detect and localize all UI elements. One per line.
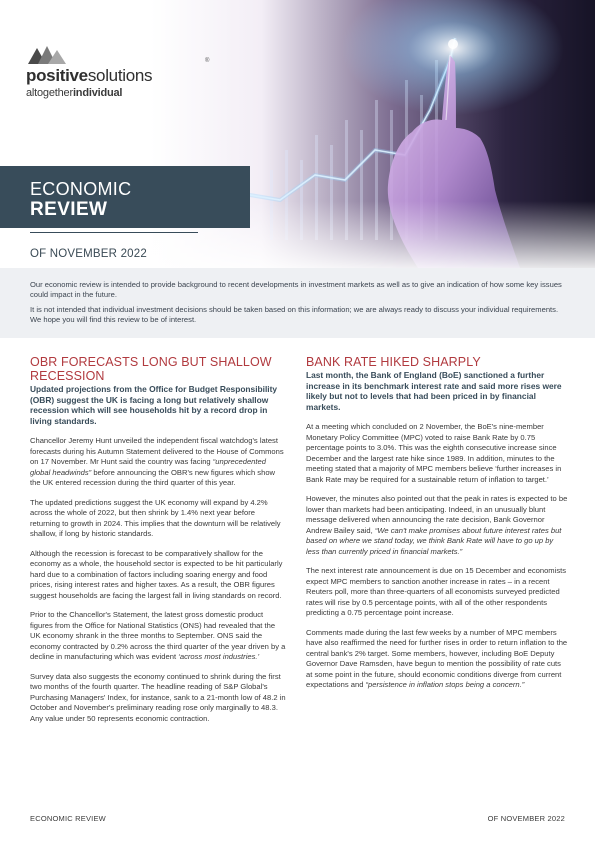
footer-date: OF NOVEMBER 2022 xyxy=(487,814,565,823)
intro-paragraph-2: It is not intended that individual investment decisions should be taken based on this information; we are always ready to discuss your individual requirements. We hope you will find this review to be of interest. xyxy=(30,304,559,325)
article-heading: BANK RATE HIKED SHARPLY xyxy=(306,355,481,369)
footer-title: ECONOMIC REVIEW xyxy=(30,814,106,823)
brand-logo xyxy=(26,42,226,102)
logo-triangles-icon xyxy=(26,42,72,66)
title-line-economic: ECONOMIC xyxy=(30,179,132,199)
article-paragraph: Chancellor Jeremy Hunt unveiled the independent fiscal watchdog's latest forecasts during his Autumn Statement delivered to the House of Commons on 17 November. Mr Hunt said the country was facing “unprecedented global headwinds” before announcing the OBR's new figures which show the UK entered recession during the third quarter of this year. xyxy=(30,436,284,488)
article-heading: OBR FORECASTS LONG BUT SHALLOW RECESSION xyxy=(30,355,272,383)
title-line-review: REVIEW xyxy=(30,199,108,220)
article-paragraph: The next interest rate announcement is due on 15 December and economists expect MPC members to sanction another increase in rates – in a recent Reuters poll, more than three-quarters of all economists surveyed predicted rates will rise by 0.5 percentage points, with all of the other respondents predicting a 0.75 percentage point increase. xyxy=(306,566,567,618)
title-banner xyxy=(0,166,250,228)
logo-wordmark: positivesolutions xyxy=(26,66,153,85)
article-paragraph: The updated predictions suggest the UK economy will expand by 4.2% across the whole of 2022, but then shrink by 1.4% next year before returning to growth in 2024. This implies that the downturn will be relatively shallow, if long by historic standards. xyxy=(30,497,281,539)
title-divider xyxy=(30,232,198,233)
page-header xyxy=(0,0,595,268)
article-lead: Updated projections from the Office for Budget Responsibility (OBR) suggest the UK is facing a long but relatively shallow recession which will see households hit by a record drop in living standards. xyxy=(30,384,278,426)
article-bank-rate xyxy=(306,355,568,700)
article-paragraph: However, the minutes also pointed out that the peak in rates is expected to be lower than markets had been anticipating. Indeed, in an unusually blunt message delivered when announcing the rate decision, Bank Governor Andrew Bailey said, “We can't make promises about future interest rates but based on where we stand today, we think Bank Rate will have to go up by less than currently priced in financial markets.” xyxy=(306,494,568,556)
logo-tagline: altogetherindividual xyxy=(26,87,123,99)
article-paragraph: Comments made during the last few weeks by a number of MPC members have also reaffirmed the need for further rises in order to return inflation to the central bank's 2% target. Some members, however, including BoE Deputy Governor Dave Ramsden, have begun to mention the possibility of rate cuts at some point in the future, should economic conditions diverge from current expectations and “persistence in inflation stops being a concern.” xyxy=(306,627,568,690)
intro-panel xyxy=(0,268,595,338)
article-paragraph: At a meeting which concluded on 2 November, the BoE's nine-member Monetary Policy Committee (MPC) voted to raise Bank Rate by 0.75 percentage points to 3.0%. This was the eighth consecutive increase since December and the largest rate hike since 1989. In addition, minutes to the meeting stated that a majority of MPC members believe ‘further increases in Bank Rate may be required for a sustainable return of inflation to target.’ xyxy=(306,422,562,484)
intro-paragraph-1: Our economic review is intended to provide background to recent developments in investment markets as well as to give an indication of how some key issues could impact in the future. xyxy=(30,280,562,300)
article-obr-forecasts xyxy=(30,355,286,733)
registered-mark: ® xyxy=(205,58,210,64)
article-lead: Last month, the Bank of England (BoE) sanctioned a further increase in its benchmark interest rate and said more rises were likely but not to levels that had been priced in by financial markets. xyxy=(306,370,562,412)
article-paragraph: Although the recession is forecast to be comparatively shallow for the economy as a whole, the household sector is expected to be hit particularly hard due to a combination of factors including soaring energy and food prices, rising interest rates and higher taxes. As a result, the OBR figures suggest households are facing the largest fall in living standards on record. xyxy=(30,548,283,600)
article-paragraph: Prior to the Chancellor's Statement, the latest gross domestic product figures from the Office for National Statistics (ONS) had revealed that the UK economy shrank in the three months to September. ONS said the economy contracted by 0.2% across the third quarter of the year driven by a decline in manufacturing which was evident ‘across most industries.’ xyxy=(30,610,286,662)
article-paragraph: Survey data also suggests the economy continued to shrink during the first two months of the fourth quarter. The headline reading of S&P Global's Purchasing Managers' Index, for instance, sank to a 21-month low of 48.2 in October and November's preliminary reading rose only marginally to 48.3. Any value under 50 represents economic contraction. xyxy=(30,671,286,723)
issue-date: OF NOVEMBER 2022 xyxy=(30,248,147,260)
